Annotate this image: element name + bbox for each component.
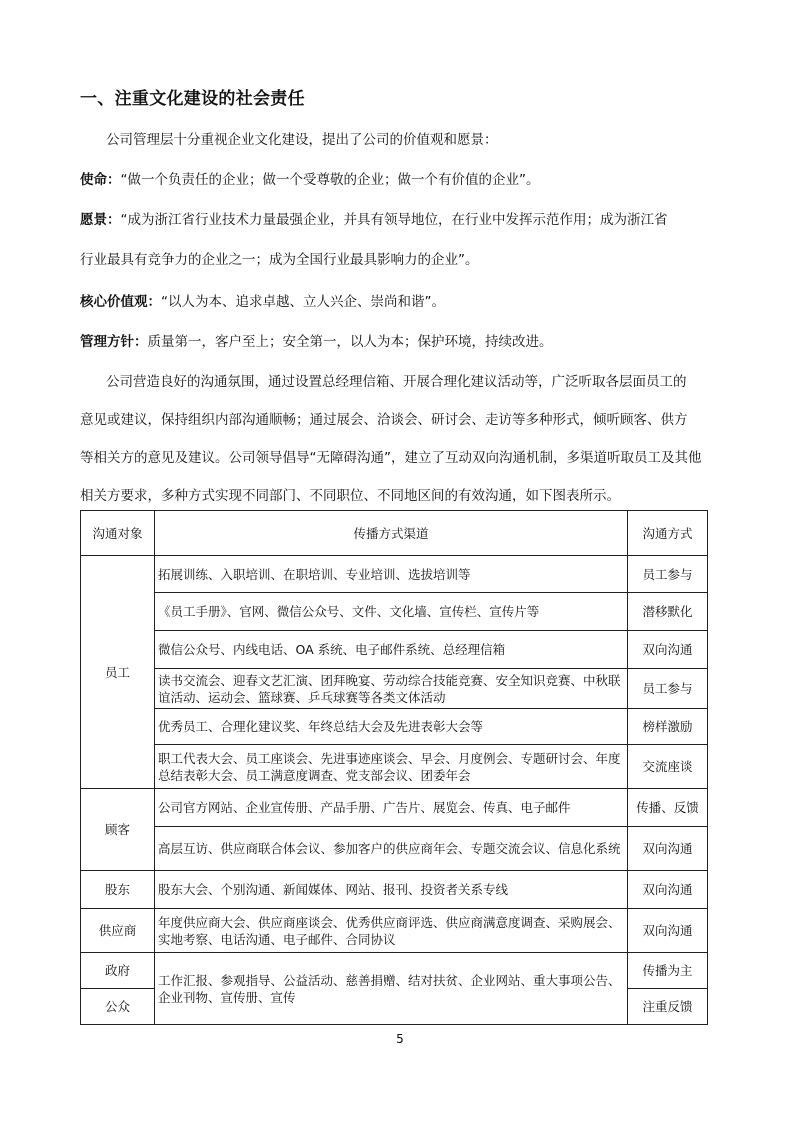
table-row <box>81 556 708 593</box>
channel-cell: 拓展训练、入职培训、在职培训、专业培训、选拔培训等 <box>155 556 628 593</box>
target-cell-public: 公众 <box>81 989 155 1025</box>
table-header-row <box>81 511 708 556</box>
channel-cell: 股东大会、个别沟通、新闻媒体、网站、报刊、投资者关系专线 <box>155 871 628 909</box>
table-row <box>81 909 708 953</box>
table-row <box>81 827 708 871</box>
vision-text-1: “成为浙江省行业技术力量最强企业，并具有领导地位，在行业中发挥示范作用；成为浙江省 <box>120 212 668 228</box>
comm-para-line-4: 相关方要求，多种方式实现不同部门、不同职位、不同地区间的有效沟通，如下图表所示。 <box>80 488 620 504</box>
channel-cell: 微信公众号、内线电话、OA 系统、电子邮件系统、总经理信箱 <box>155 631 628 669</box>
policy-line <box>80 330 553 350</box>
target-cell-employee: 员工 <box>81 556 155 789</box>
communication-table <box>80 510 708 1025</box>
channel-cell: 工作汇报、参观指导、公益活动、慈善捐赠、结对扶贫、企业网站、重大事项公告、企业刊物、宣传册、宣传 <box>155 953 628 1025</box>
method-cell: 双向沟通 <box>628 827 708 871</box>
comm-para-line-2: 意见或建议，保持组织内部沟通顺畅；通过展会、洽谈会、研讨会、走访等多种形式，倾听顾客、供方 <box>80 412 688 428</box>
header-method: 沟通方式 <box>628 511 708 556</box>
channel-cell: 高层互访、供应商联合体会议、参加客户的供应商年会、专题交流会议、信息化系统 <box>155 827 628 871</box>
channel-cell: 年度供应商大会、供应商座谈会、优秀供应商评选、供应商满意度调查、采购展会、实地考察、电话沟通、电子邮件、合同协议 <box>155 909 628 953</box>
table-row <box>81 669 708 709</box>
method-cell: 传播为主 <box>628 953 708 989</box>
vision-line-2: 行业最具有竞争力的企业之一；成为全国行业最具影响力的企业”。 <box>80 252 479 268</box>
table-row <box>81 709 708 745</box>
channel-cell: 《员工手册》、官网、微信公众号、文件、文化墙、宣传栏、宣传片等 <box>155 593 628 631</box>
table-row <box>81 789 708 827</box>
target-cell-shareholder: 股东 <box>81 871 155 909</box>
table-row <box>81 593 708 631</box>
method-cell: 双向沟通 <box>628 631 708 669</box>
mission-text: “做一个负责任的企业；做一个受尊敬的企业；做一个有价值的企业”。 <box>120 172 540 188</box>
target-cell-supplier: 供应商 <box>81 909 155 953</box>
method-cell: 潜移默化 <box>628 593 708 631</box>
method-cell: 员工参与 <box>628 669 708 709</box>
section-heading: 一、注重文化建设的社会责任 <box>80 89 305 109</box>
table-row <box>81 631 708 669</box>
header-channel: 传播方式渠道 <box>155 511 628 556</box>
intro-text: 公司管理层十分重视企业文化建设，提出了公司的价值观和愿景： <box>106 132 498 148</box>
channel-cell: 公司官方网站、企业宣传册、产品手册、广告片、展览会、传真、电子邮件 <box>155 789 628 827</box>
header-target: 沟通对象 <box>81 511 155 556</box>
values-label: 核心价值观： <box>80 294 161 310</box>
target-cell-customer: 顾客 <box>81 789 155 871</box>
table-row <box>81 871 708 909</box>
method-cell: 员工参与 <box>628 556 708 593</box>
values-text: “以人为本、追求卓越、立人兴企、崇尚和谐”。 <box>161 294 445 310</box>
mission-line <box>80 168 540 188</box>
target-cell-government: 政府 <box>81 953 155 989</box>
channel-cell: 职工代表大会、员工座谈会、先进事迹座谈会、早会、月度例会、专题研讨会、年度总结表彰大会、员工满意度调查、党支部会议、团委年会 <box>155 745 628 789</box>
method-cell: 传播、反馈 <box>628 789 708 827</box>
table-row <box>81 745 708 789</box>
values-line <box>80 290 445 310</box>
mission-label: 使命： <box>80 172 121 188</box>
policy-text: 质量第一，客户至上；安全第一，以人为本；保护环境，持续改进。 <box>147 334 553 350</box>
comm-para-line-3: 等相关方的意见及建议。公司领导倡导“无障碍沟通”，建立了互动双向沟通机制，多渠道听取员工及其他 <box>80 450 702 466</box>
policy-label: 管理方针： <box>80 334 148 350</box>
comm-para-line-1: 公司营造良好的沟通氛围，通过设置总经理信箱、开展合理化建议活动等，广泛听取各层面员工的 <box>106 374 687 390</box>
method-cell: 双向沟通 <box>628 871 708 909</box>
method-cell: 双向沟通 <box>628 909 708 953</box>
method-cell: 榜样激励 <box>628 709 708 745</box>
channel-cell: 优秀员工、合理化建议奖、年终总结大会及先进表彰大会等 <box>155 709 628 745</box>
table-row <box>81 953 708 989</box>
method-cell: 交流座谈 <box>628 745 708 789</box>
method-cell: 注重反馈 <box>628 989 708 1025</box>
vision-label: 愿景： <box>80 212 121 228</box>
page-number: 5 <box>396 1032 404 1046</box>
channel-cell: 读书交流会、迎春文艺汇演、团拜晚宴、劳动综合技能竞赛、安全知识竞赛、中秋联谊活动、运动会、篮球赛、乒乓球赛等各类文体活动 <box>155 669 628 709</box>
vision-line-1 <box>80 208 668 228</box>
